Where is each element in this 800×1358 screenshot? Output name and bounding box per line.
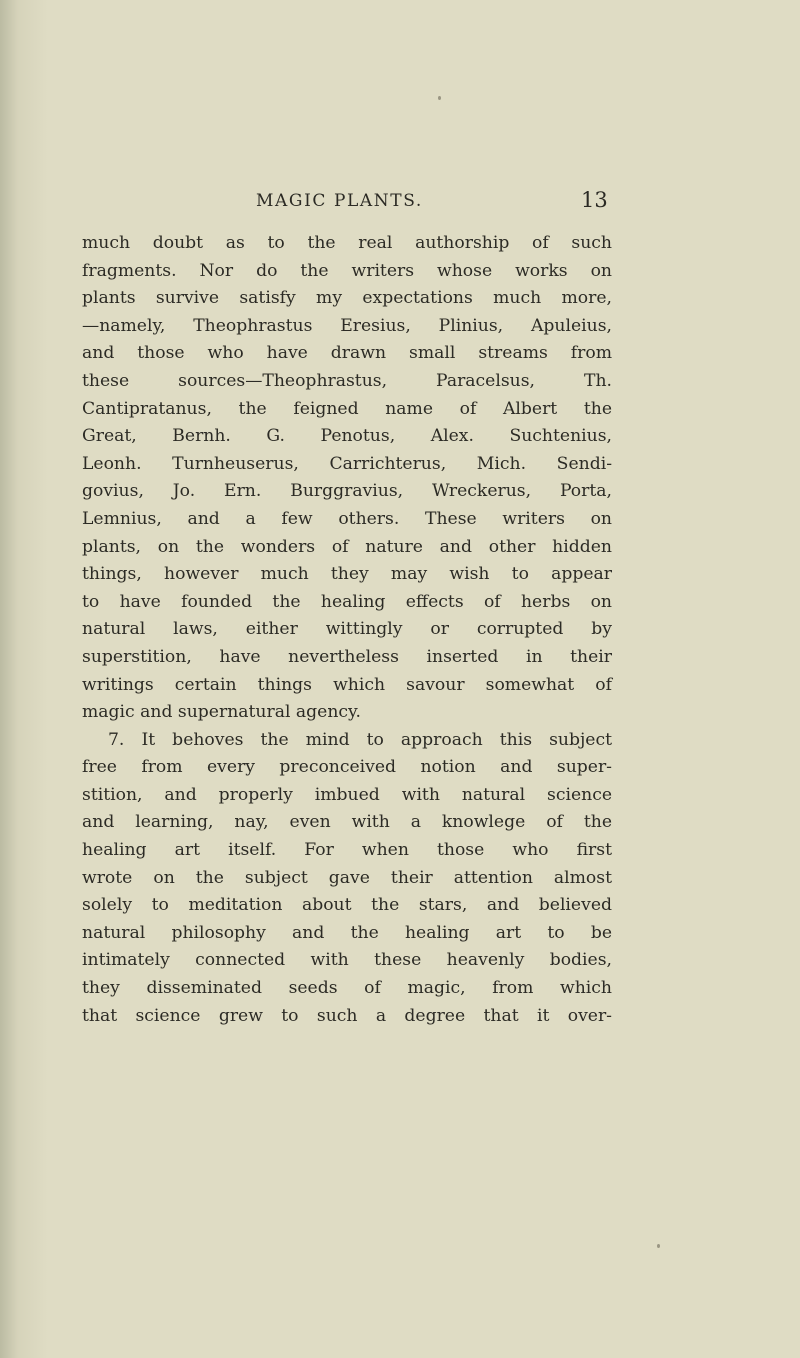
text-line: plants survive satisfy my expectations much more, bbox=[82, 288, 612, 309]
text-line: stition, and properly imbued with natural science bbox=[82, 784, 612, 805]
text-line: wrote on the subject gave their attention almost bbox=[82, 867, 612, 888]
text-line: superstition, have nevertheless inserted in their bbox=[82, 646, 612, 667]
text-line: they disseminated seeds of magic, from which bbox=[82, 978, 612, 999]
text-line: —namely, Theophrastus Eresius, Plinius, Apuleius, bbox=[82, 315, 612, 336]
paper-speck bbox=[657, 1244, 660, 1248]
text-line: things, however much they may wish to appear bbox=[82, 564, 612, 585]
paper-speck bbox=[438, 96, 441, 100]
text-line: these sources—Theophrastus, Paracelsus, Th. bbox=[82, 370, 612, 391]
text-line: much doubt as to the real authorship of such bbox=[82, 233, 612, 253]
text-line: free from every preconceived notion and super- bbox=[82, 757, 612, 778]
text-line: solely to meditation about the stars, and believed bbox=[82, 895, 612, 916]
text-line: govius, Jo. Ern. Burggravius, Wreckerus, Porta, bbox=[82, 481, 612, 502]
text-line: plants, on the wonders of nature and other hidden bbox=[82, 536, 612, 557]
text-line: natural laws, either wittingly or corrupted by bbox=[82, 619, 612, 640]
text-line: natural philosophy and the healing art to be bbox=[82, 922, 612, 943]
text-line: healing art itself. For when those who first bbox=[82, 840, 612, 861]
text-line: intimately connected with these heavenly bodies, bbox=[82, 950, 612, 971]
page-header bbox=[0, 188, 800, 221]
text-line: fragments. Nor do the writers whose works on bbox=[82, 260, 612, 281]
text-line: Cantipratanus, the feigned name of Albert the bbox=[82, 398, 612, 419]
running-title: MAGIC PLANTS. bbox=[256, 191, 423, 211]
text-line: and those who have drawn small streams from bbox=[82, 343, 612, 364]
text-line: magic and supernatural agency. bbox=[82, 702, 361, 723]
text-line: Lemnius, and a few others. These writers on bbox=[82, 508, 612, 529]
text-line: and learning, nay, even with a knowlege of the bbox=[82, 812, 612, 833]
text-line: Leonh. Turnheuserus, Carrichterus, Mich. Sendi- bbox=[82, 453, 612, 474]
body-text bbox=[82, 230, 612, 1030]
text-line: 7. It behoves the mind to approach this subject bbox=[108, 729, 612, 750]
text-line: to have founded the healing effects of herbs on bbox=[82, 591, 612, 612]
text-line: that science grew to such a degree that it over- bbox=[82, 1005, 612, 1026]
text-line: Great, Bernh. G. Penotus, Alex. Suchtenius, bbox=[82, 426, 612, 447]
text-line: writings certain things which savour somewhat of bbox=[82, 674, 612, 695]
page-number: 13 bbox=[581, 188, 608, 212]
